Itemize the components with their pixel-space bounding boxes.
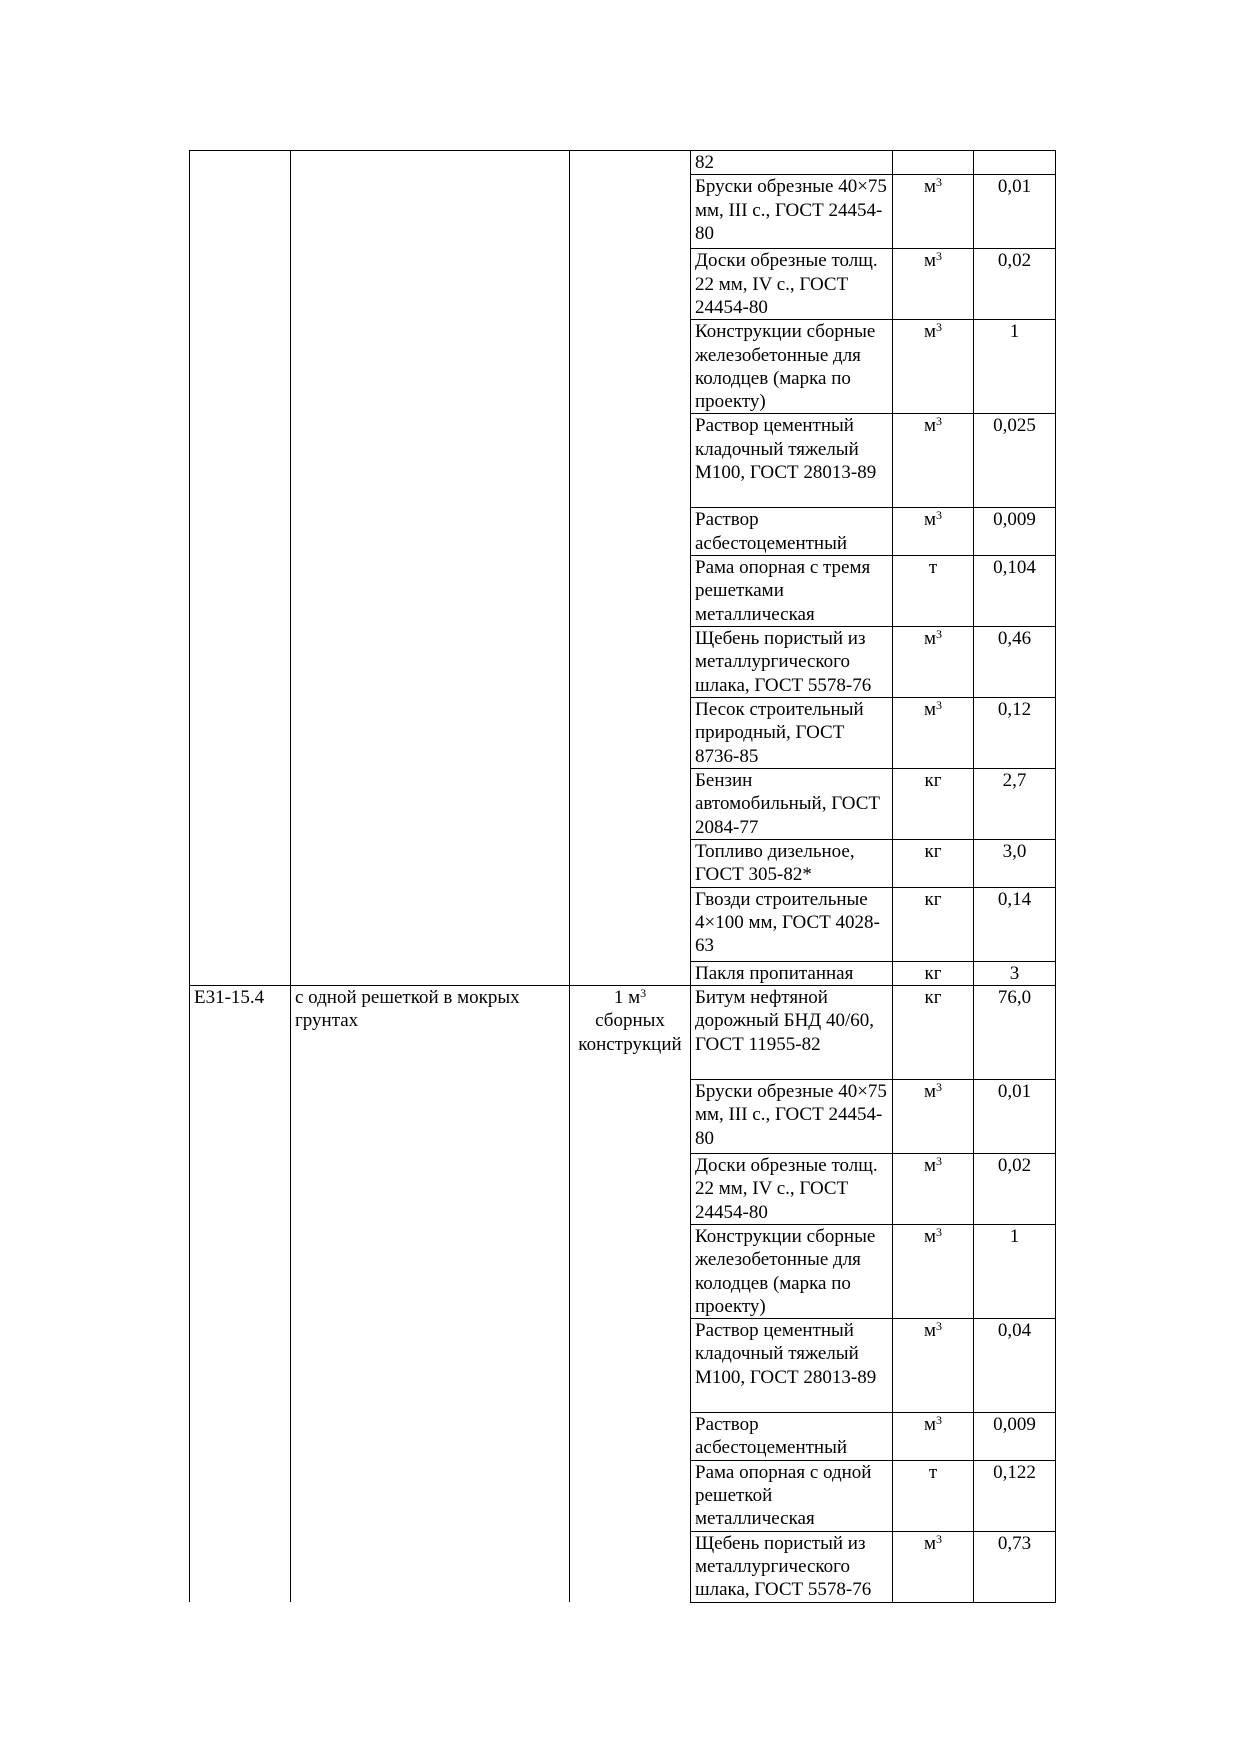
norm-code-cell: [190, 1079, 291, 1153]
material-name: Топливо дизельное, ГОСТ 305-82*: [695, 841, 855, 886]
material-quantity-cell: [974, 556, 1056, 627]
material-unit: м: [923, 176, 937, 198]
work-description-cell: [291, 1153, 570, 1224]
material-unit-exponent: 3: [936, 1153, 943, 1168]
norm-code-cell: [190, 556, 291, 627]
material-name: Бруски обрезные 40×75 мм, III с., ГОСТ 24454-80: [695, 176, 887, 244]
work-description-cell: [291, 151, 570, 175]
material-unit-exponent: 3: [936, 1224, 943, 1239]
table-row: [190, 414, 1056, 508]
material-unit: м: [923, 509, 937, 531]
norm-code-cell: [190, 1224, 291, 1318]
norm-code-cell: [190, 627, 291, 698]
material-name: Доски обрезные толщ. 22 мм, IV с., ГОСТ 24454-80: [695, 250, 878, 318]
material-unit: м: [923, 1532, 937, 1554]
norm-code-cell: [190, 508, 291, 556]
material-unit-exponent: 3: [936, 1319, 943, 1334]
material-unit-cell: [893, 151, 974, 175]
work-description-cell: [291, 249, 570, 320]
material-unit-cell: [893, 508, 974, 556]
measure-unit-cell: [570, 840, 691, 888]
material-quantity: 0,01: [997, 1080, 1032, 1102]
material-quantity: 0,02: [997, 1154, 1032, 1176]
material-name-cell: [691, 961, 893, 985]
measure-unit-cell: [570, 1224, 691, 1318]
material-unit-cell: [893, 414, 974, 508]
work-description-cell: [291, 698, 570, 769]
measure-unit-cell: [570, 556, 691, 627]
material-unit-cell: [893, 320, 974, 414]
measure-unit-cell: [570, 414, 691, 508]
table-row: [190, 985, 1056, 1079]
material-name-cell: [691, 151, 893, 175]
measure-unit-cell: [570, 1079, 691, 1153]
material-quantity-cell: [974, 627, 1056, 698]
norm-code-cell: [190, 769, 291, 840]
table-row: [190, 151, 1056, 175]
material-unit-cell: [893, 249, 974, 320]
measure-unit-cell: [570, 1460, 691, 1531]
material-name-cell: [691, 508, 893, 556]
measure-unit-cell: [570, 1153, 691, 1224]
table-row: [190, 769, 1056, 840]
measure-unit-cell: [570, 1531, 691, 1602]
material-quantity: 0,104: [993, 557, 1036, 579]
material-name: Раствор цементный кладочный тяжелый М100, ГОСТ 28013-89: [695, 415, 877, 484]
material-name: Битум нефтяной дорожный БНД 40/60, ГОСТ 11955-82: [695, 986, 875, 1055]
material-unit: кг: [924, 986, 942, 1008]
norm-code-cell: [190, 249, 291, 320]
material-name-cell: [691, 1531, 893, 1602]
table-row: [190, 698, 1056, 769]
material-unit-cell: [893, 175, 974, 249]
material-quantity-cell: [974, 961, 1056, 985]
material-name: Рама опорная с одной решеткой металлическая: [695, 1461, 872, 1530]
work-description-cell: [291, 320, 570, 414]
material-unit: кг: [924, 962, 942, 984]
norm-code: Е31-15.4: [194, 986, 265, 1008]
material-unit-exponent: 3: [936, 627, 943, 642]
material-quantity-cell: [974, 414, 1056, 508]
norm-code-cell: [190, 985, 291, 1079]
norm-code-cell: [190, 1153, 291, 1224]
material-quantity: 0,122: [993, 1461, 1036, 1483]
material-unit-exponent: 3: [936, 175, 943, 190]
work-description-cell: [291, 414, 570, 508]
material-unit: м: [923, 321, 937, 343]
material-quantity: 0,02: [997, 250, 1032, 272]
material-unit-exponent: 3: [936, 320, 943, 335]
table-row: [190, 887, 1056, 961]
material-unit: м: [923, 1320, 937, 1342]
material-quantity: 0,46: [997, 628, 1032, 650]
norm-code-cell: [190, 151, 291, 175]
work-description-cell: [291, 769, 570, 840]
material-quantity: 0,14: [997, 888, 1032, 910]
material-unit: кг: [924, 770, 942, 792]
work-description-cell: [291, 1224, 570, 1318]
work-description: с одной решеткой в мокрых грунтах: [295, 986, 520, 1032]
measure-unit: 1 м: [613, 986, 641, 1008]
material-name: Раствор асбестоцементный: [695, 509, 848, 554]
material-quantity-cell: [974, 1079, 1056, 1153]
material-quantity-cell: [974, 1153, 1056, 1224]
norm-code-cell: [190, 887, 291, 961]
material-unit-cell: [893, 698, 974, 769]
norm-code-cell: [190, 414, 291, 508]
norm-code-cell: [190, 1460, 291, 1531]
material-unit-exponent: 3: [936, 508, 943, 523]
material-unit-cell: [893, 1531, 974, 1602]
norm-code-cell: [190, 1319, 291, 1413]
measure-unit-cell: [570, 249, 691, 320]
table-row: [190, 1460, 1056, 1531]
material-quantity: 0,009: [993, 1414, 1036, 1436]
material-quantity-cell: [974, 698, 1056, 769]
work-description-cell: [291, 627, 570, 698]
material-quantity-cell: [974, 840, 1056, 888]
material-quantity-cell: [974, 887, 1056, 961]
material-quantity: 0,01: [997, 176, 1032, 198]
material-unit: м: [923, 628, 937, 650]
material-unit-cell: [893, 556, 974, 627]
table-row: [190, 1531, 1056, 1602]
material-quantity: 0,025: [993, 415, 1036, 437]
norm-code-cell: [190, 698, 291, 769]
resource-norm-table: [189, 150, 1056, 1603]
material-unit-exponent: 3: [936, 698, 943, 713]
material-unit-cell: [893, 1079, 974, 1153]
material-unit: м: [923, 415, 937, 437]
material-unit-cell: [893, 627, 974, 698]
material-unit: т: [928, 1461, 938, 1483]
material-unit: м: [923, 1154, 937, 1176]
material-name: Щебень пористый из металлургического шлака, ГОСТ 5578-76: [695, 1532, 872, 1601]
material-unit-cell: [893, 1224, 974, 1318]
table-row: [190, 840, 1056, 888]
material-name: Пакля пропитанная: [695, 962, 854, 984]
material-quantity: 0,73: [997, 1532, 1032, 1554]
measure-unit-cell: [570, 320, 691, 414]
material-unit-cell: [893, 985, 974, 1079]
measure-unit-cell: [570, 508, 691, 556]
material-unit: м: [923, 1080, 937, 1102]
work-description-cell: [291, 1079, 570, 1153]
material-quantity: 76,0: [997, 986, 1032, 1008]
table-row: [190, 175, 1056, 249]
material-quantity-cell: [974, 1413, 1056, 1461]
material-name: Конструкции сборные железобетонные для колодцев (марка по проекту): [695, 1225, 876, 1317]
material-unit: кг: [924, 841, 942, 863]
material-name: Бензин автомобильный, ГОСТ 2084-77: [695, 770, 880, 838]
material-quantity: 3,0: [1002, 841, 1027, 863]
work-description-cell: [291, 1319, 570, 1413]
material-unit-cell: [893, 1153, 974, 1224]
material-unit: м: [923, 250, 937, 272]
work-description-cell: [291, 840, 570, 888]
material-quantity-cell: [974, 1319, 1056, 1413]
material-quantity-cell: [974, 1224, 1056, 1318]
material-quantity-cell: [974, 1460, 1056, 1531]
table-row: [190, 1079, 1056, 1153]
work-description-cell: [291, 887, 570, 961]
material-unit-cell: [893, 1460, 974, 1531]
material-name-cell: [691, 175, 893, 249]
material-name: Гвозди строительные 4×100 мм, ГОСТ 4028-63: [695, 888, 880, 957]
work-description-cell: [291, 985, 570, 1079]
material-unit-cell: [893, 1413, 974, 1461]
material-name-cell: [691, 887, 893, 961]
material-name: 82: [695, 152, 714, 173]
material-quantity: 3: [1009, 962, 1020, 984]
material-quantity-cell: [974, 151, 1056, 175]
material-name-cell: [691, 556, 893, 627]
material-unit: м: [923, 699, 937, 721]
material-name: Конструкции сборные железобетонные для колодцев (марка по проекту): [695, 321, 876, 413]
material-quantity-cell: [974, 1531, 1056, 1602]
material-name-cell: [691, 627, 893, 698]
work-description-cell: [291, 556, 570, 627]
work-description-cell: [291, 1531, 570, 1602]
measure-unit-cell: [570, 1319, 691, 1413]
material-unit-exponent: 3: [936, 1531, 943, 1546]
measure-unit-cell: [570, 1413, 691, 1461]
material-unit-exponent: 3: [936, 1413, 943, 1428]
table-row: [190, 961, 1056, 985]
norm-code-cell: [190, 1413, 291, 1461]
material-name-cell: [691, 698, 893, 769]
material-quantity-cell: [974, 508, 1056, 556]
norm-code-cell: [190, 320, 291, 414]
material-unit-exponent: 3: [936, 1079, 943, 1094]
material-unit-cell: [893, 887, 974, 961]
material-quantity-cell: [974, 320, 1056, 414]
material-unit: т: [928, 557, 938, 579]
material-name: Песок строительный природный, ГОСТ 8736-85: [695, 699, 864, 767]
material-unit-cell: [893, 769, 974, 840]
material-quantity-cell: [974, 985, 1056, 1079]
material-unit: м: [923, 1225, 937, 1247]
norm-code-cell: [190, 840, 291, 888]
material-name-cell: [691, 1413, 893, 1461]
measure-unit-cell: [570, 985, 691, 1079]
table-row: [190, 556, 1056, 627]
material-name-cell: [691, 1319, 893, 1413]
material-name-cell: [691, 840, 893, 888]
measure-unit-cell: [570, 175, 691, 249]
material-name: Рама опорная с тремя решетками металлическая: [695, 557, 871, 625]
table-row: [190, 508, 1056, 556]
measure-unit-cell: [570, 151, 691, 175]
work-description-cell: [291, 1460, 570, 1531]
material-quantity: 2,7: [1002, 770, 1027, 792]
material-quantity-cell: [974, 769, 1056, 840]
material-name-cell: [691, 414, 893, 508]
material-unit-exponent: 3: [936, 249, 943, 264]
material-name: Бруски обрезные 40×75 мм, III с., ГОСТ 24454-80: [695, 1080, 887, 1149]
material-name-cell: [691, 1079, 893, 1153]
material-name: Доски обрезные толщ. 22 мм, IV с., ГОСТ 24454-80: [695, 1154, 878, 1223]
material-quantity-cell: [974, 175, 1056, 249]
table-row: [190, 1319, 1056, 1413]
material-name-cell: [691, 985, 893, 1079]
table-row: [190, 1153, 1056, 1224]
table-row: [190, 627, 1056, 698]
norm-code-cell: [190, 175, 291, 249]
material-quantity: 1: [1009, 321, 1020, 343]
measure-unit-exponent: 3: [640, 985, 647, 1000]
norm-code-cell: [190, 1531, 291, 1602]
material-name-cell: [691, 320, 893, 414]
material-unit-exponent: 3: [936, 414, 943, 429]
material-quantity: 0,04: [997, 1320, 1032, 1342]
material-name-cell: [691, 769, 893, 840]
work-description-cell: [291, 508, 570, 556]
material-unit: м: [923, 1414, 937, 1436]
work-description-cell: [291, 1413, 570, 1461]
material-name: Раствор асбестоцементный: [695, 1414, 848, 1459]
work-description-cell: [291, 175, 570, 249]
material-name: Раствор цементный кладочный тяжелый М100, ГОСТ 28013-89: [695, 1320, 877, 1388]
material-quantity-cell: [974, 249, 1056, 320]
measure-unit-cell: [570, 887, 691, 961]
material-name-cell: [691, 249, 893, 320]
material-unit-cell: [893, 961, 974, 985]
measure-unit-cell: [570, 627, 691, 698]
material-quantity: 1: [1009, 1225, 1020, 1247]
material-name-cell: [691, 1460, 893, 1531]
material-unit-cell: [893, 840, 974, 888]
norm-code-cell: [190, 961, 291, 985]
material-name: Щебень пористый из металлургического шлака, ГОСТ 5578-76: [695, 628, 872, 696]
material-name-cell: [691, 1224, 893, 1318]
table-row: [190, 1413, 1056, 1461]
measure-unit-rest: сборных конструкций: [578, 1010, 682, 1055]
table-row: [190, 320, 1056, 414]
table-row: [190, 1224, 1056, 1318]
measure-unit-cell: [570, 961, 691, 985]
material-unit: кг: [924, 888, 942, 910]
work-description-cell: [291, 961, 570, 985]
table-row: [190, 249, 1056, 320]
material-unit-cell: [893, 1319, 974, 1413]
material-name-cell: [691, 1153, 893, 1224]
measure-unit-cell: [570, 698, 691, 769]
material-quantity: 0,12: [997, 699, 1032, 721]
measure-unit-cell: [570, 769, 691, 840]
material-quantity: 0,009: [993, 509, 1036, 531]
